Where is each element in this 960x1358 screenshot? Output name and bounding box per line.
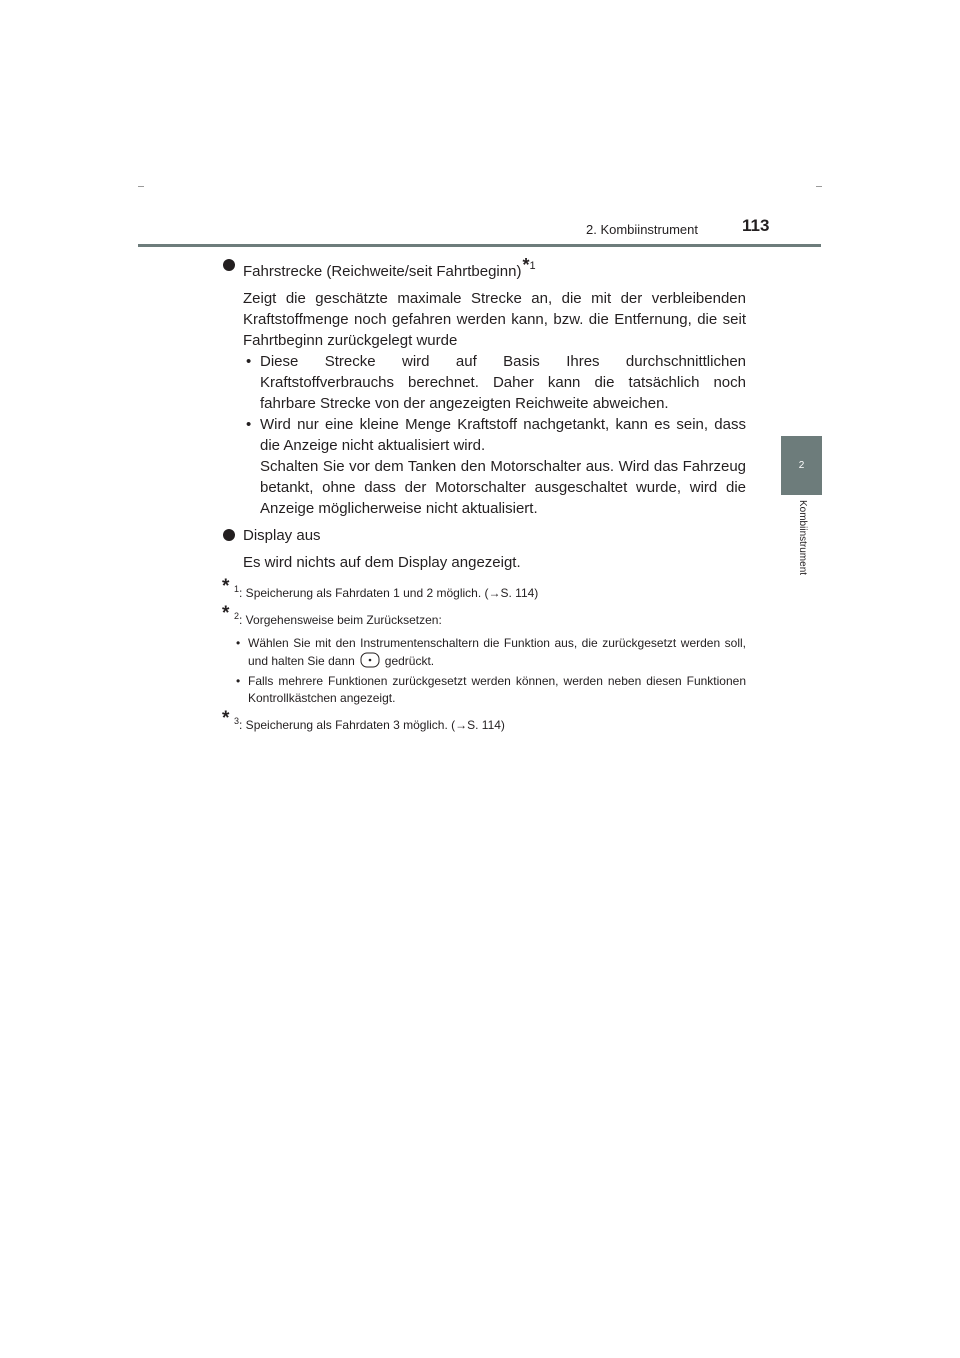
item-distance-description: Zeigt die geschätzte maximale Strecke an, die mit der verbleibenden Kraftstoffmenge noch gefahren werden kann, bzw. die Entfernung, die seit Fahrtbeginn zurückgelegt wurde [243, 290, 746, 349]
ok-button-icon [360, 652, 380, 668]
footnote-star-icon: * [222, 708, 230, 729]
item-distance-bullets [243, 351, 746, 519]
filled-circle-icon [223, 259, 235, 271]
filled-circle-icon [223, 529, 235, 541]
crop-mark-right [816, 186, 822, 187]
header-divider [138, 244, 821, 247]
main-content [222, 255, 746, 734]
list-item: • Diese Strecke wird auf Basis Ihres durchschnittlichen Kraftstoffverbrauchs berechnet. Daher kann die tatsächlich noch fahrbare Strecke von der angezeigten Reichweite abweichen. [243, 351, 746, 414]
list-item: • Wird nur eine kleine Menge Kraftstoff nachgetankt, kann es sein, dass die Anzeige nicht aktualisiert wird. Schalten Sie vor dem Tanken den Motorschalter aus. Wird das Fahrzeug betankt, ohne dass der Motorschalter ausgeschaltet wurde, wird die Anzeige möglicherweise nicht aktualisiert. [243, 414, 746, 519]
footnote-ref: 1 [529, 260, 536, 272]
footnote-3: * $^3$: Speicherung als Fahrdaten 3 möglich. (→S. 114) [222, 708, 505, 732]
item-display-off-description: Es wird nichts auf dem Display angezeigt. [243, 554, 521, 571]
page-number: 113 [742, 216, 770, 235]
item-distance-heading [222, 255, 746, 282]
footnote-star-icon: * [222, 576, 230, 597]
chapter-number: 2 [798, 460, 805, 471]
chapter-tab [781, 436, 822, 495]
chapter-label: Kombiinstrument [797, 500, 808, 576]
item-distance-title: Fahrstrecke (Reichweite/seit Fahrtbeginn) [243, 263, 522, 280]
crop-mark-left [138, 186, 144, 187]
list-item: • Wählen Sie mit den Instrumentenschaltern die Funktion aus, die zurückgesetzt werden soll, und halten Sie dann gedrückt. [234, 635, 746, 670]
item-display-off-title: Display aus [243, 527, 321, 544]
footnote-2: * $^2$: Vorgehensweise beim Zurücksetzen: [222, 603, 442, 627]
footnote-star-icon: * [522, 255, 530, 275]
footnote-1: * $^1$: Speicherung als Fahrdaten 1 und 2 möglich. (→S. 114) [222, 576, 539, 600]
item-display-off-heading [222, 525, 746, 546]
footnote-2-bullets [234, 635, 746, 707]
footnote-star-icon: * [222, 603, 230, 624]
footnotes [222, 576, 746, 734]
section-title: 2. Kombiinstrument [586, 222, 698, 237]
list-item: • Falls mehrere Funktionen zurückgesetzt werden können, werden neben diesen Funktionen Kontrollkästchen angezeigt. [234, 673, 746, 707]
